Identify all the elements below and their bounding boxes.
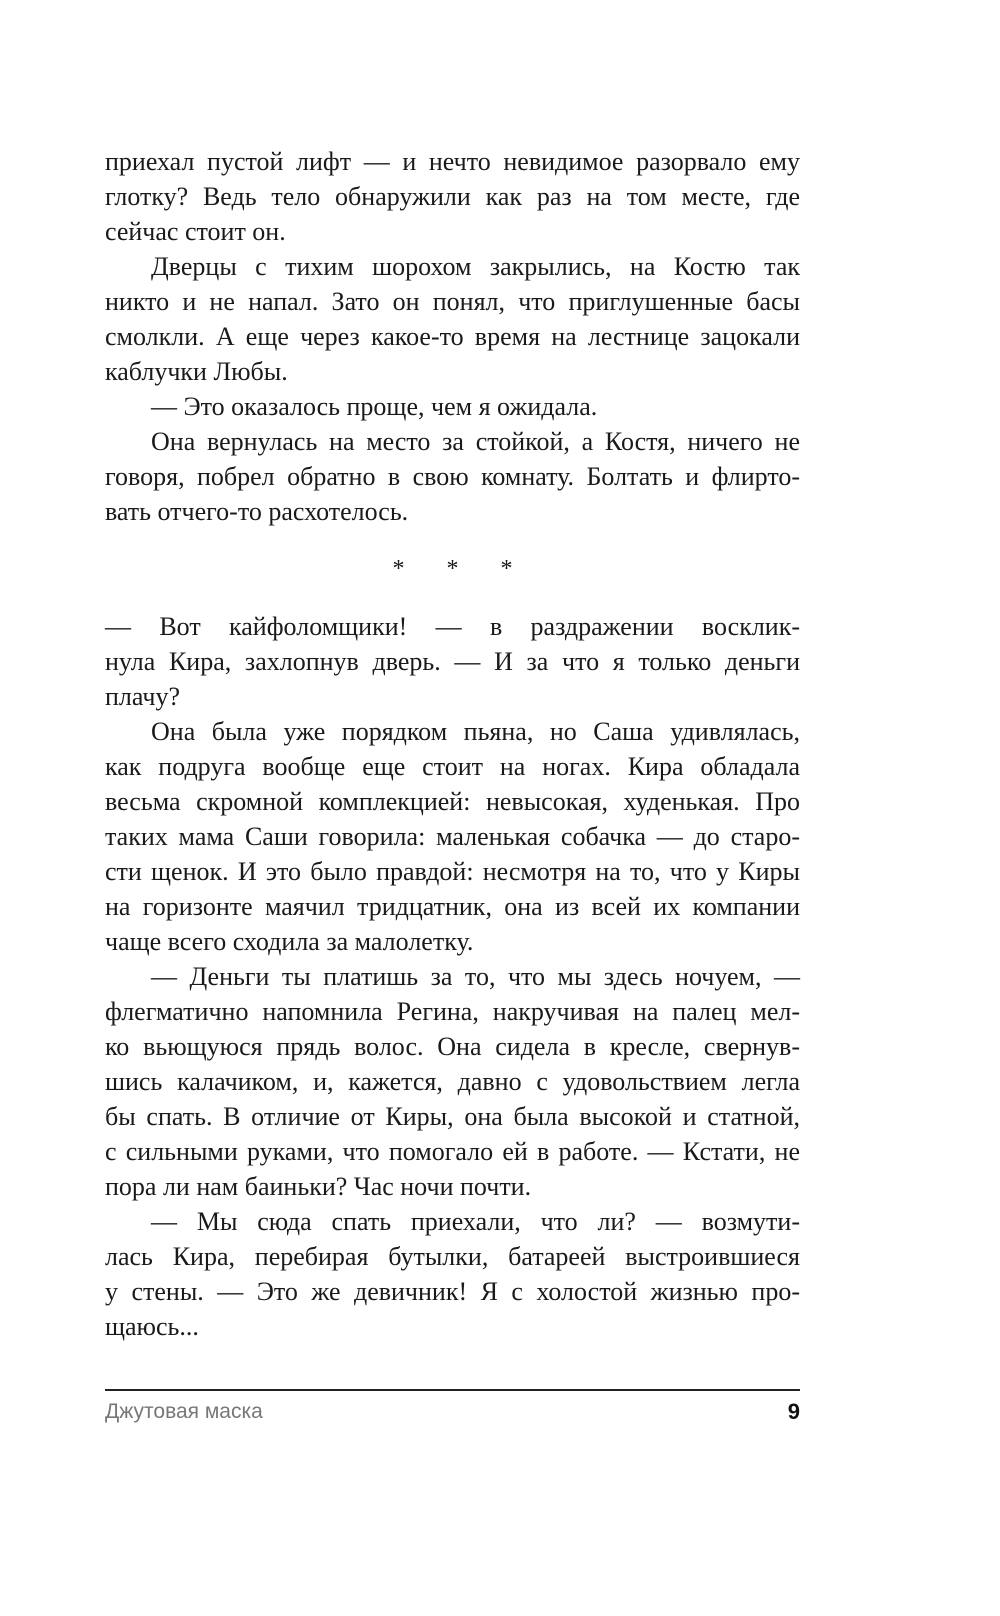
text-line: говоря, побрел обратно в свою комнату. Болтать и флирто- [105,462,800,491]
text-line: сейчас стоит он. [105,217,286,246]
text-line: вать отчего-то расхотелось. [105,497,409,526]
text-line: шись калачиком, и, кажется, давно с удовольствием легла [105,1067,800,1096]
text-line: чаще всего сходила за малолетку. [105,927,474,956]
text-line: ко вьющуюся прядь волос. Она сидела в кресле, свернув- [105,1032,800,1061]
page-body [105,144,800,1344]
text-line: весьма скромной комплекцией: невысокая, худенькая. Про [105,787,800,816]
text-line: приехал пустой лифт — и нечто невидимое разорвало ему [105,147,800,176]
running-footer-title: Джутовая маска [105,1400,263,1423]
paragraph [105,249,800,389]
text-line: у стены. — Это же девичник! Я с холостой жизнью про- [105,1277,800,1306]
text-line: — Мы сюда спать приехали, что ли? — возмути- [151,1207,800,1236]
text-line: лась Кира, перебирая бутылки, батареей выстроившиеся [105,1242,800,1271]
text-line: — Это оказалось проще, чем я ожидала. [151,392,598,421]
text-line: сти щенок. И это было правдой: несмотря на то, что у Киры [105,857,800,886]
text-line: — Деньги ты платишь за то, что мы здесь ночуем, — [151,962,800,991]
text-line: смолкли. А еще через какое-то время на лестнице зацокали [105,322,800,351]
footer-divider [105,1389,800,1391]
text-line: — Вот кайфоломщики! — в раздражении восклик- [105,612,800,641]
paragraph [105,389,800,424]
text-line: пора ли нам баиньки? Час ночи почти. [105,1172,532,1201]
text-line: как подруга вообще еще стоит на ногах. Кира обладала [105,752,800,781]
paragraph [105,424,800,529]
text-line: никто и не напал. Зато он понял, что приглушенные басы [105,287,800,316]
text-line: Дверцы с тихим шорохом закрылись, на Костю так [151,252,800,281]
text-line: с сильными руками, что помогало ей в работе. — Кстати, не [105,1137,800,1166]
text-line: бы спать. В отличие от Киры, она была высокой и статной, [105,1102,800,1131]
text-line: плачу? [105,682,181,711]
paragraph [105,609,800,714]
text-line: каблучки Любы. [105,357,288,386]
section-break: * * * [392,556,531,582]
page-number: 9 [787,1399,800,1424]
text-line: флегматично напомнила Регина, накручивая на палец мел- [105,997,800,1026]
text-line: на горизонте маячил тридцатник, она из всей их компании [105,892,800,921]
text-line: нула Кира, захлопнув дверь. — И за что я только деньги [105,647,800,676]
paragraph [105,714,800,959]
text-line: Она вернулась на место за стойкой, а Костя, ничего не [151,427,800,456]
paragraph [105,1204,800,1344]
text-line: щаюсь... [105,1312,199,1341]
text-line: глотку? Ведь тело обнаружили как раз на том месте, где [105,182,800,211]
text-line: Она была уже порядком пьяна, но Саша удивлялась, [151,717,800,746]
text-line: таких мама Саши говорила: маленькая собачка — до старо- [105,822,800,851]
paragraph [105,144,800,249]
paragraph [105,959,800,1204]
